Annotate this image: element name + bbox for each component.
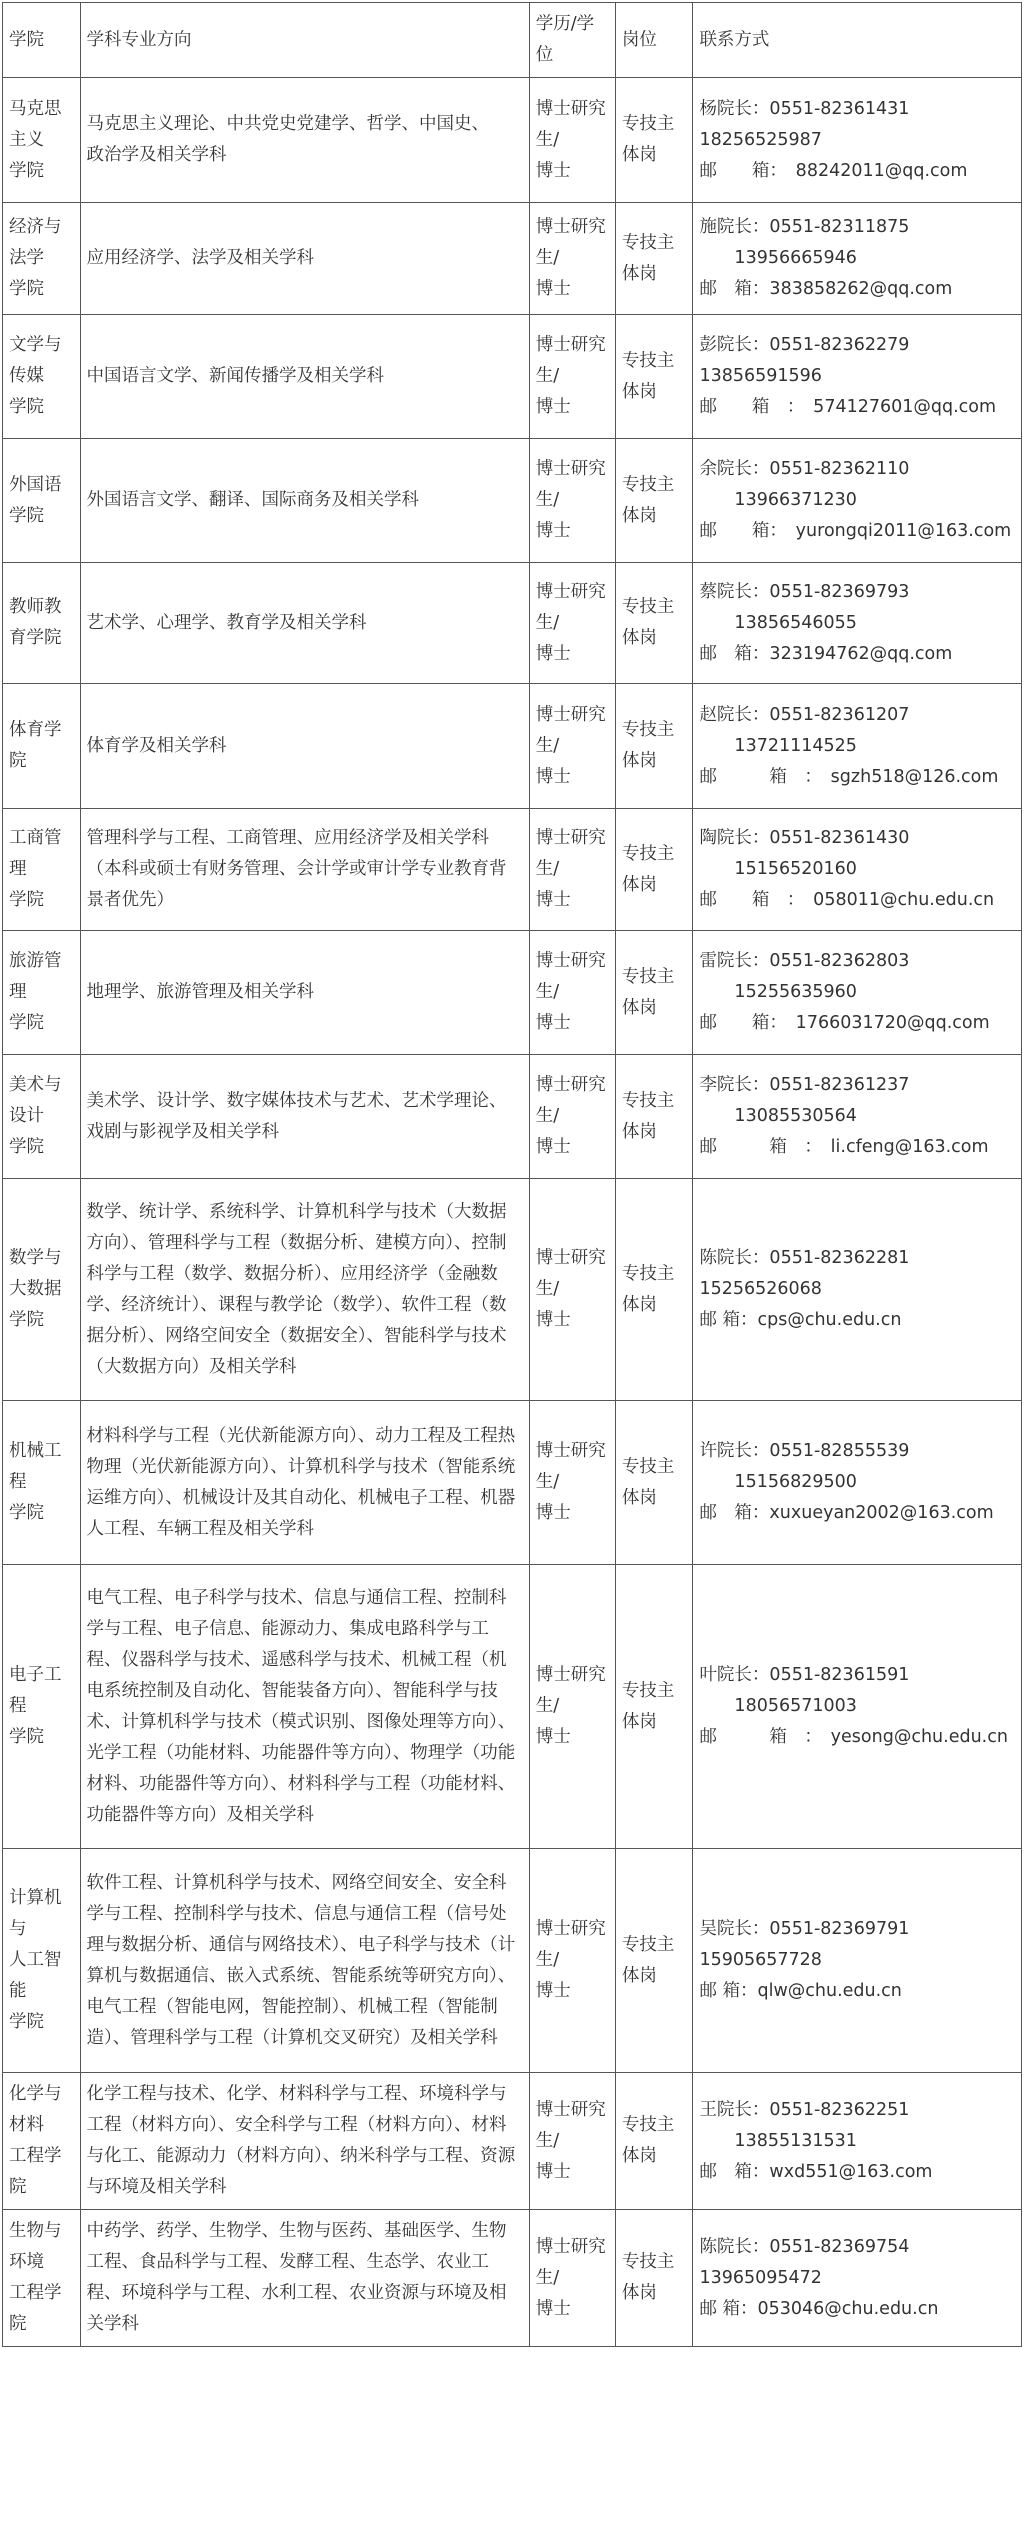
post-cell: 专技主体岗: [615, 2073, 693, 2210]
table-row: [3, 78, 1022, 203]
contact-phone: 吴院长：0551-82369791: [699, 1919, 910, 1939]
subjects-cell: 软件工程、计算机科学与技术、网络空间安全、安全科学与工程、控制科学与技术、信息与通信工程（信号处理与数据分析、通信与网络技术）、电子科学与技术（计算机与数据通信、嵌入式系统、智能系统等研究方向）、电气工程（智能电网，智能控制）、机械工程（智能制造）、管理科学与工程（计算机交叉研究）及相关学科: [80, 1849, 529, 2073]
contact-email: 邮 箱 ： yesong@chu.edu.cn: [699, 1727, 1008, 1747]
contact-mobile: 13855131531: [699, 2130, 857, 2151]
contact-mobile: 13085530564: [699, 1106, 857, 1126]
table-row: [3, 563, 1022, 684]
subjects-cell: 中国语言文学、新闻传播学及相关学科: [80, 315, 529, 439]
table-row: [3, 2210, 1022, 2347]
contact-phone: 李院长：0551-82361237: [699, 1075, 910, 1095]
contact-email: 邮 箱：cps@chu.edu.cn: [699, 1310, 902, 1330]
contact-email: 邮 箱： yurongqi2011@163.com: [699, 521, 1012, 541]
contact-phone: 彭院长：0551-82362279: [699, 335, 910, 355]
degree-cell: 博士研究生/ 博士: [529, 1401, 615, 1565]
college-cell: 体育学院: [3, 684, 81, 809]
header-contact: 联系方式: [693, 3, 1022, 78]
contact-cell: [693, 1055, 1022, 1179]
post-cell: 专技主体岗: [615, 1401, 693, 1565]
contact-cell: [693, 1849, 1022, 2073]
table-header-row: [3, 3, 1022, 78]
college-cell: 经济与法学 学院: [3, 203, 81, 315]
college-cell: 旅游管理 学院: [3, 931, 81, 1055]
contact-mobile: 15156520160: [699, 859, 857, 879]
subjects-cell: 体育学及相关学科: [80, 684, 529, 809]
college-cell: 数学与 大数据学院: [3, 1179, 81, 1401]
college-cell: 机械工程 学院: [3, 1401, 81, 1565]
contact-mobile: 15156829500: [699, 1472, 857, 1492]
contact-email: 邮 箱：053046@chu.edu.cn: [699, 2298, 939, 2319]
table-row: [3, 1565, 1022, 1849]
contact-phone: 陈院长：0551-82362281: [699, 1248, 910, 1268]
contact-email: 邮 箱：qlw@chu.edu.cn: [699, 1981, 902, 2001]
college-cell: 外国语学院: [3, 439, 81, 563]
college-cell: 计算机与 人工智能 学院: [3, 1849, 81, 2073]
contact-phone: 陶院长：0551-82361430: [699, 828, 910, 848]
contact-cell: [693, 439, 1022, 563]
header-post: 岗位: [615, 3, 693, 78]
table-row: [3, 809, 1022, 931]
table-row: [3, 1849, 1022, 2073]
contact-mobile: 18056571003: [699, 1696, 857, 1716]
contact-mobile: 18256525987: [699, 129, 822, 150]
contact-phone: 王院长：0551-82362251: [699, 2099, 910, 2120]
degree-cell: 博士研究生/ 博士: [529, 2210, 615, 2347]
contact-cell: [693, 1565, 1022, 1849]
college-cell: 教师教育学院: [3, 563, 81, 684]
subjects-cell: 中药学、药学、生物学、生物与医药、基础医学、生物工程、食品科学与工程、发酵工程、生态学、农业工程、环境科学与工程、水利工程、农业资源与环境及相关学科: [80, 2210, 529, 2347]
degree-cell: 博士研究生/ 博士: [529, 78, 615, 203]
degree-cell: 博士研究生/ 博士: [529, 809, 615, 931]
contact-cell: [693, 684, 1022, 809]
subjects-cell: 马克思主义理论、中共党史党建学、哲学、中国史、 政治学及相关学科: [80, 78, 529, 203]
contact-email: 邮 箱：wxd551@163.com: [699, 2161, 933, 2182]
contact-email: 邮 箱： 88242011@qq.com: [699, 160, 968, 181]
degree-cell: 博士研究生/ 博士: [529, 439, 615, 563]
post-cell: 专技主体岗: [615, 2210, 693, 2347]
contact-email: 邮 箱 ： 058011@chu.edu.cn: [699, 890, 995, 910]
contact-cell: [693, 78, 1022, 203]
table-row: [3, 439, 1022, 563]
degree-cell: 博士研究生/ 博士: [529, 1849, 615, 2073]
degree-cell: 博士研究生/ 博士: [529, 563, 615, 684]
contact-cell: [693, 563, 1022, 684]
contact-email: 邮 箱 ： sgzh518@126.com: [699, 766, 999, 787]
college-cell: 化学与材料 工程学院: [3, 2073, 81, 2210]
contact-phone: 许院长：0551-82855539: [699, 1441, 910, 1461]
college-cell: 马克思主义 学院: [3, 78, 81, 203]
header-subjects: 学科专业方向: [80, 3, 529, 78]
table-row: [3, 203, 1022, 315]
degree-cell: 博士研究生/ 博士: [529, 1565, 615, 1849]
subjects-cell: 地理学、旅游管理及相关学科: [80, 931, 529, 1055]
contact-cell: [693, 2073, 1022, 2210]
contact-phone: 陈院长：0551-82369754: [699, 2236, 910, 2257]
subjects-cell: 管理科学与工程、工商管理、应用经济学及相关学科（本科或硕士有财务管理、会计学或审计学专业教育背景者优先）: [80, 809, 529, 931]
table-row: [3, 1401, 1022, 1565]
contact-email: 邮 箱 ： li.cfeng@163.com: [699, 1137, 989, 1157]
degree-cell: 博士研究生/ 博士: [529, 1179, 615, 1401]
contact-cell: [693, 315, 1022, 439]
table-row: [3, 684, 1022, 809]
contact-phone: 余院长：0551-82362110: [699, 459, 910, 479]
contact-cell: [693, 1401, 1022, 1565]
contact-phone: 杨院长：0551-82361431: [699, 98, 910, 119]
college-cell: 美术与设计 学院: [3, 1055, 81, 1179]
contact-cell: [693, 203, 1022, 315]
college-cell: 电子工程 学院: [3, 1565, 81, 1849]
post-cell: 专技主体岗: [615, 809, 693, 931]
contact-mobile: 13966371230: [699, 490, 857, 510]
degree-cell: 博士研究生/ 博士: [529, 1055, 615, 1179]
post-cell: 专技主体岗: [615, 439, 693, 563]
subjects-cell: 应用经济学、法学及相关学科: [80, 203, 529, 315]
contact-cell: [693, 2210, 1022, 2347]
degree-cell: 博士研究生/ 博士: [529, 203, 615, 315]
college-cell: 文学与传媒 学院: [3, 315, 81, 439]
contact-mobile: 13721114525: [699, 735, 857, 756]
subjects-cell: 化学工程与技术、化学、材料科学与工程、环境科学与工程（材料方向）、安全科学与工程（材料方向）、材料与化工、能源动力（材料方向）、纳米科学与工程、资源与环境及相关学科: [80, 2073, 529, 2210]
subjects-cell: 材料科学与工程（光伏新能源方向）、动力工程及工程热物理（光伏新能源方向）、计算机科学与技术（智能系统运维方向）、机械设计及其自动化、机械电子工程、机器人工程、车辆工程及相关学科: [80, 1401, 529, 1565]
contact-mobile: 15256526068: [699, 1279, 822, 1299]
post-cell: 专技主体岗: [615, 78, 693, 203]
post-cell: 专技主体岗: [615, 684, 693, 809]
contact-phone: 蔡院长：0551-82369793: [699, 581, 910, 602]
contact-email: 邮 箱 ： 574127601@qq.com: [699, 397, 997, 417]
subjects-cell: 艺术学、心理学、教育学及相关学科: [80, 563, 529, 684]
contact-phone: 叶院长：0551-82361591: [699, 1665, 910, 1685]
header-degree: 学历/学位: [529, 3, 615, 78]
post-cell: 专技主体岗: [615, 563, 693, 684]
contact-mobile: 13856591596: [699, 366, 822, 386]
post-cell: 专技主体岗: [615, 1055, 693, 1179]
subjects-cell: 电气工程、电子科学与技术、信息与通信工程、控制科学与工程、电子信息、能源动力、集成电路科学与工程、仪器科学与技术、遥感科学与技术、机械工程（机电系统控制及自动化、智能装备方向）、智能科学与技术、计算机科学与技术（模式识别、图像处理等方向）、光学工程（功能材料、功能器件等方向）、物理学（功能材料、功能器件等方向）、材料科学与工程（功能材料、功能器件等方向）及相关学科: [80, 1565, 529, 1849]
post-cell: 专技主体岗: [615, 931, 693, 1055]
degree-cell: 博士研究生/ 博士: [529, 2073, 615, 2210]
contact-cell: [693, 809, 1022, 931]
table-row: [3, 931, 1022, 1055]
contact-phone: 施院长：0551-82311875: [699, 217, 910, 237]
contact-email: 邮 箱：383858262@qq.com: [699, 279, 953, 299]
post-cell: 专技主体岗: [615, 1849, 693, 2073]
post-cell: 专技主体岗: [615, 315, 693, 439]
contact-phone: 赵院长：0551-82361207: [699, 704, 910, 725]
subjects-cell: 外国语言文学、翻译、国际商务及相关学科: [80, 439, 529, 563]
contact-mobile: 13856546055: [699, 612, 857, 633]
contact-cell: [693, 1179, 1022, 1401]
college-cell: 工商管理 学院: [3, 809, 81, 931]
contact-mobile: 13965095472: [699, 2267, 822, 2288]
recruitment-table: [2, 2, 1022, 2347]
contact-phone: 雷院长：0551-82362803: [699, 951, 910, 971]
contact-cell: [693, 931, 1022, 1055]
table-row: [3, 2073, 1022, 2210]
contact-mobile: 15255635960: [699, 982, 857, 1002]
post-cell: 专技主体岗: [615, 1565, 693, 1849]
contact-email: 邮 箱：xuxueyan2002@163.com: [699, 1503, 994, 1523]
subjects-cell: 美术学、设计学、数字媒体技术与艺术、艺术学理论、 戏剧与影视学及相关学科: [80, 1055, 529, 1179]
college-cell: 生物与环境 工程学院: [3, 2210, 81, 2347]
post-cell: 专技主体岗: [615, 1179, 693, 1401]
table-row: [3, 1055, 1022, 1179]
degree-cell: 博士研究生/ 博士: [529, 931, 615, 1055]
degree-cell: 博士研究生/ 博士: [529, 684, 615, 809]
contact-mobile: 15905657728: [699, 1950, 822, 1970]
page: [0, 2, 1025, 2347]
contact-email: 邮 箱：323194762@qq.com: [699, 643, 953, 664]
contact-mobile: 13956665946: [699, 248, 857, 268]
degree-cell: 博士研究生/ 博士: [529, 315, 615, 439]
header-college: 学院: [3, 3, 81, 78]
table-row: [3, 315, 1022, 439]
subjects-cell: 数学、统计学、系统科学、计算机科学与技术（大数据方向）、管理科学与工程（数据分析、建模方向）、控制科学与工程（数学、数据分析）、应用经济学（金融数学、经济统计）、课程与教学论（数学）、软件工程（数据分析）、网络空间安全（数据安全）、智能科学与技术（大数据方向）及相关学科: [80, 1179, 529, 1401]
contact-email: 邮 箱： 1766031720@qq.com: [699, 1013, 990, 1033]
post-cell: 专技主体岗: [615, 203, 693, 315]
table-row: [3, 1179, 1022, 1401]
